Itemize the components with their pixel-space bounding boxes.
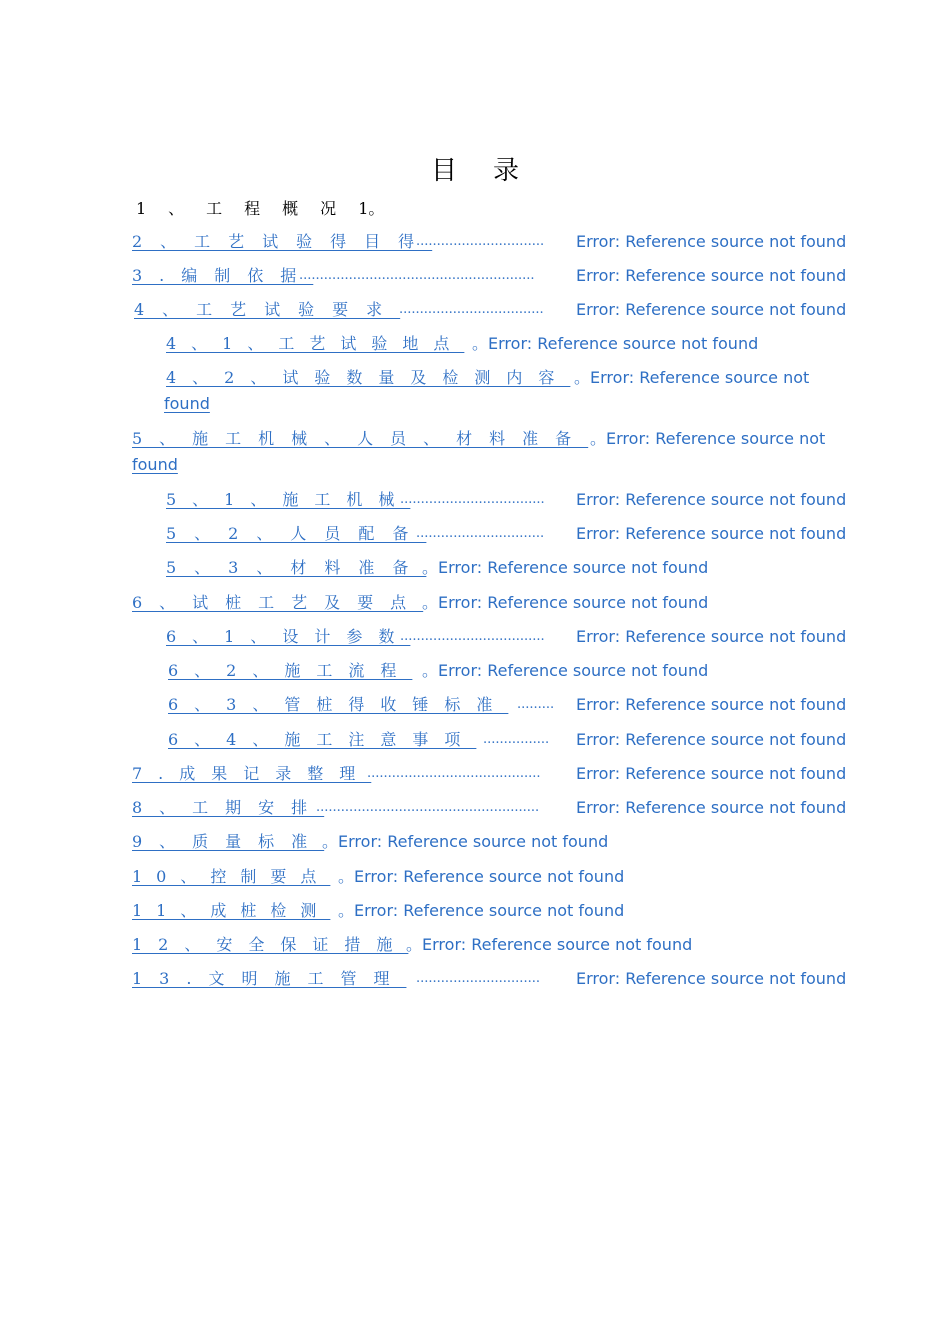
- toc-entry-ref: Error: Reference source not found: [576, 266, 847, 285]
- toc-entry-link[interactable]: [132, 592, 709, 614]
- toc-entry-link[interactable]: [132, 763, 847, 785]
- toc-entry-leader: 。: [422, 558, 439, 577]
- toc-entry-ref: Error: Reference source not found: [354, 867, 625, 886]
- toc-entry-link[interactable]: [132, 866, 625, 888]
- toc-entry-link[interactable]: [168, 660, 709, 682]
- toc-entry-link[interactable]: [132, 968, 847, 990]
- toc-entry-label: 5、2、人员配备: [166, 524, 427, 543]
- toc-entry-link[interactable]: [134, 299, 847, 321]
- toc-entry-label: 4、工艺试验要求: [134, 300, 401, 319]
- toc-entry-ref: Error: Reference source not found: [576, 798, 847, 817]
- toc-entry-leader: 。: [338, 901, 355, 920]
- toc-entry-link[interactable]: [166, 367, 810, 389]
- toc-entry-leader: ...................................: [400, 629, 545, 644]
- toc-entry-leader: ..........................................: [367, 766, 541, 781]
- toc-entry-label: 10、控制要点: [132, 867, 331, 886]
- toc-entry-label: 6、3、管桩得收锤标准: [168, 695, 509, 714]
- toc-entry-leader: ................: [483, 732, 550, 747]
- toc-entry-label: 11、成桩检测: [132, 901, 331, 920]
- toc-entry-label: 12、安全保证措施: [132, 935, 409, 954]
- toc-entry-ref-line: [472, 333, 758, 355]
- toc-entry-link[interactable]: [166, 489, 847, 511]
- toc-entry-label: 4、1、工艺试验地点: [166, 334, 465, 353]
- toc-entry-link[interactable]: [168, 694, 847, 716]
- toc-entry-leader: 。: [338, 867, 355, 886]
- toc-entry-ref: Error: Reference source not found: [438, 558, 709, 577]
- toc-entry-ref: Error: Reference source not found: [576, 524, 847, 543]
- toc-entry-ref: Error: Reference source not found: [576, 695, 847, 714]
- toc-entry-ref-continuation[interactable]: found: [164, 394, 210, 413]
- toc-entry-page: 1: [358, 199, 369, 218]
- toc-entry-label: 8、工期安排: [132, 798, 325, 817]
- toc-entry-leader: .........: [517, 697, 555, 712]
- toc-entry-label: 13.文明施工管理: [132, 969, 407, 988]
- toc-entry-leader: ..............................: [416, 971, 540, 986]
- toc-entry-link[interactable]: [166, 557, 709, 579]
- toc-entry-leader: .........................................................: [299, 268, 535, 283]
- toc-entry-ref: Error: Reference source not found: [576, 490, 847, 509]
- toc-entry-link[interactable]: [132, 831, 609, 853]
- toc-entry-ref: Error: Reference source not: [606, 429, 826, 448]
- toc-entry-ref: Error: Reference source not found: [354, 901, 625, 920]
- toc-entry-ref: Error: Reference source not: [590, 368, 810, 387]
- toc-entry-leader: 。: [422, 593, 439, 612]
- toc-entry-ref-line: [338, 866, 624, 888]
- toc-entry-link[interactable]: [132, 428, 826, 450]
- toc-entry-leader: 。: [590, 429, 607, 448]
- toc-entry-label: 6、1、设计参数: [166, 627, 411, 646]
- toc-entry-leader: ......................................................: [316, 800, 540, 815]
- toc-entry-ref: Error: Reference source not found: [438, 593, 709, 612]
- toc-entry: [136, 198, 384, 220]
- toc-entry-label: 1、工程概况: [136, 199, 359, 218]
- toc-entry-label: 6、4、施工注意事项: [168, 730, 477, 749]
- toc-entry-label: 6、2、施工流程: [168, 661, 413, 680]
- toc-entry-label: 7.成果记录整理: [132, 764, 372, 783]
- toc-entry-leader: 。: [472, 334, 489, 353]
- toc-entry-label: 5、施工机械、人员、材料准备: [132, 429, 589, 448]
- toc-entry-ref-line: [338, 900, 624, 922]
- toc-entry-link[interactable]: [132, 265, 847, 287]
- toc-entry-link[interactable]: [132, 797, 847, 819]
- toc-entry-leader: 。: [322, 832, 339, 851]
- toc-entry-label: 9、质量标准: [132, 832, 325, 851]
- toc-entry-ref: Error: Reference source not found: [576, 627, 847, 646]
- toc-entry-link[interactable]: [166, 626, 847, 648]
- toc-entry-label: 5、3、材料准备: [166, 558, 427, 577]
- toc-entry-ref: Error: Reference source not found: [338, 832, 609, 851]
- toc-entry-leader: ...............................: [416, 526, 545, 541]
- toc-entry-ref: Error: Reference source not found: [438, 661, 709, 680]
- toc-title: 目录: [430, 156, 555, 186]
- toc-entry-ref-line: [422, 660, 708, 682]
- toc-entry-leader: 。: [574, 368, 591, 387]
- toc-entry-ref-line: [574, 367, 809, 389]
- toc-entry-link[interactable]: [132, 231, 847, 253]
- toc-entry-ref-continuation[interactable]: found: [132, 455, 178, 474]
- toc-entry-ref: Error: Reference source not found: [576, 969, 847, 988]
- toc-entry-ref: Error: Reference source not found: [576, 300, 847, 319]
- toc-entry-label: 3.编制依据: [132, 266, 314, 285]
- toc-entry-ref: Error: Reference source not found: [488, 334, 759, 353]
- toc-entry-leader: 。: [406, 935, 423, 954]
- toc-entry-leader: 。: [422, 661, 439, 680]
- toc-entry-ref: Error: Reference source not found: [576, 730, 847, 749]
- toc-entry-ref: Error: Reference source not found: [576, 232, 847, 251]
- toc-entry-leader: ...............................: [416, 234, 545, 249]
- toc-entry-link[interactable]: [132, 900, 625, 922]
- toc-entry-ref-line: [590, 428, 825, 450]
- toc-entry-ref-line: [322, 831, 608, 853]
- toc-entry-link[interactable]: [168, 729, 847, 751]
- toc-entry-ref-line: [422, 557, 708, 579]
- toc-entry-ref: Error: Reference source not found: [576, 764, 847, 783]
- toc-entry-leader: ...................................: [399, 302, 544, 317]
- toc-entry-link[interactable]: [166, 333, 759, 355]
- toc-entry-suffix: 。: [368, 199, 385, 218]
- toc-entry-label: 6、试桩工艺及要点: [132, 593, 424, 612]
- toc-entry-ref-line: [422, 592, 708, 614]
- toc-entry-ref-line: [406, 934, 692, 956]
- toc-entry-leader: ...................................: [400, 492, 545, 507]
- toc-entry-link[interactable]: [132, 934, 693, 956]
- toc-entry-link[interactable]: [166, 523, 847, 545]
- toc-entry-label: 4、2、试验数量及检测内容: [166, 368, 571, 387]
- toc-entry-label: 5、1、施工机械: [166, 490, 411, 509]
- toc-entry-ref: Error: Reference source not found: [422, 935, 693, 954]
- toc-entry-label: 2、工艺试验得目得: [132, 232, 433, 251]
